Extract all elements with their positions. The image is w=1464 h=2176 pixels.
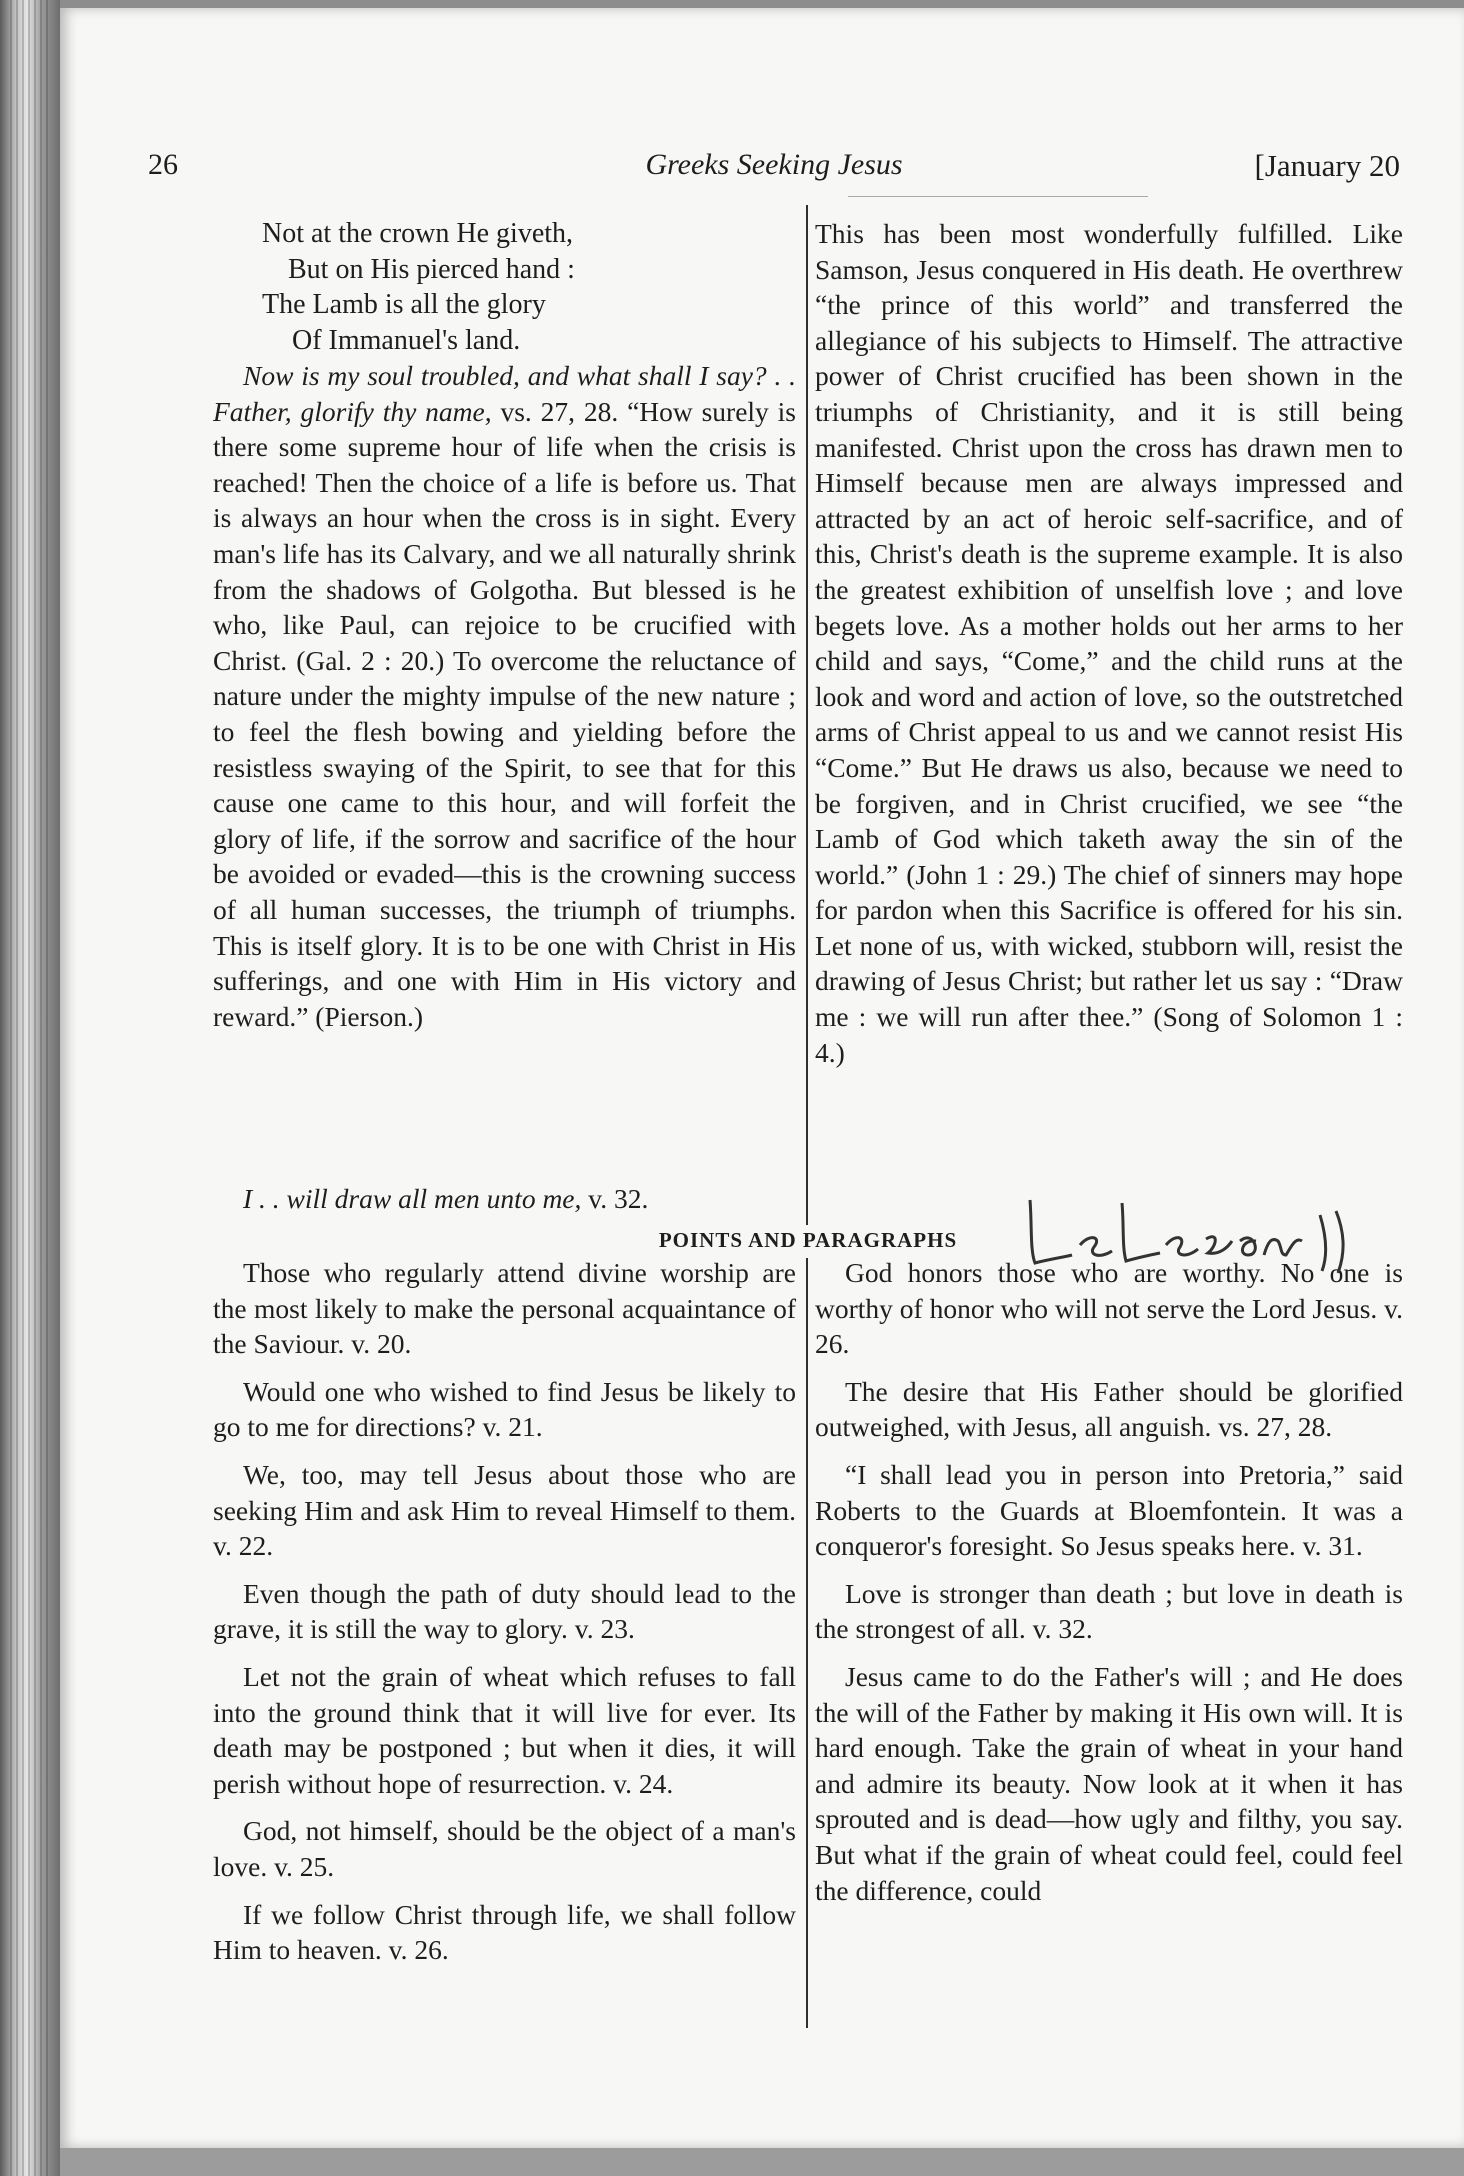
poem-line: The Lamb is all the glory [262,289,546,320]
running-title: Greeks Seeking Jesus [645,148,903,181]
page-edges [10,0,50,2176]
point-paragraph: If we follow Christ through life, we shall follow Him to heaven. v. 26. [213,1898,796,1966]
points-right-column [815,1255,1403,1920]
verse-quote: Now is my soul troubled, and what shall I say? . . Father, glorify thy name, [213,360,796,427]
point-paragraph: Those who regularly attend divine worship are the most likely to make the personal acquaintance of the Saviour. v. 20. [213,1257,796,1360]
poem-line: Of Immanuel's land. [292,324,521,356]
paragraph-body: vs. 27, 28. “How surely is there some supreme hour of life when the crisis is reached! Then the choice of a life is before us. That is always an hour when the cross is in sight. Every man's life has its Calvary, and we all naturally shrink from the shadows of Golgotha. But blessed is he who, like Paul, can rejoice to be crucified with Christ. (Gal. 2 : 20.) To overcome the reluctance of nature under the mighty impulse of the new nature ; to feel the flesh bowing and yielding before the resistless swaying of the Spirit, to see that for this cause one came to this hour, and will forfeit the glory of life, if the sorrow and sacrifice of the hour be avoided or evaded—this is the crowning success of all human successes, the triumph of triumphs. This is itself glory. It is to be one with Christ in His sufferings, and one with Him in His victory and reward.” (Pierson.) [213,395,796,1032]
signature-drawing [1010,1185,1390,1275]
verse-quote: I . . will draw all men unto me, [243,1183,582,1214]
poem-line: Not at the crown He giveth, [262,218,574,249]
handwritten-signature [1010,1185,1390,1275]
column-divider [806,205,808,1225]
commentary-paragraph [213,358,796,1034]
verse-line [243,1183,803,1215]
page-number: 26 [148,148,178,181]
point-paragraph: God honors those who are worthy. No one is worthy of honor who will not serve the Lord Jesus. v. 26. [815,1257,1403,1360]
issue-date: [January 20 [1254,148,1400,183]
right-column-text [815,216,1403,1070]
points-left-column [213,1255,796,1980]
column-divider [806,1258,808,2028]
poem [262,216,575,358]
book-spine [0,0,60,2176]
point-paragraph: We, too, may tell Jesus about those who are seeking Him and ask Him to reveal Himself to them. v. 22. [213,1458,796,1562]
point-paragraph: The desire that His Father should be glorified outweighed, with Jesus, all anguish. vs. 27, 28. [815,1375,1403,1443]
scan-border [60,2148,1464,2176]
poem-line: But on His pierced hand : [288,253,575,285]
section-heading: POINTS AND PARAGRAPHS [658,1228,958,1252]
point-paragraph: “I shall lead you in person into Pretoria,” said Roberts to the Guards at Bloemfontein. It was a conqueror's foresight. So Jesus speaks here. v. 31. [815,1458,1403,1562]
point-paragraph: God, not himself, should be the object of a man's love. v. 25. [213,1815,796,1882]
point-paragraph: Let not the grain of wheat which refuses to fall into the ground think that it will live for ever. Its death may be postponed ; but when it dies, it will perish without hope of resurrection. v. 24. [213,1660,796,1799]
header-rule [848,196,1148,197]
paragraph-body: This has been most wonderfully fulfilled. Like Samson, Jesus conquered in His death. He overthrew “the prince of this world” and transferred the allegiance of his subjects to Himself. The attractive power of Christ crucified has been shown in the triumphs of Christianity, and it is still being manifested. Christ upon the cross has drawn men to Himself because men are always impressed and attracted by an act of heroic self-sacrifice, and of this, Christ's death is the supreme example. It is also the greatest exhibition of unselfish love ; and love begets love. As a mother holds out her arms to her child and says, “Come,” and the child runs at the look and word and action of love, so the outstretched arms of Christ appeal to us and we cannot resist His “Come.” But He draws us also, because we need to be forgiven, and in Christ crucified, we see “the Lamb of God which taketh away the sin of the world.” (John 1 : 29.) The chief of sinners may hope for pardon when this Sacrifice is offered for his sin. Let none of us, with wicked, stubborn will, resist the drawing of Jesus Christ; but rather let us say : “Draw me : we will run after thee.” (Song of Solomon 1 : 4.) [815,218,1403,1068]
page-header [148,148,1400,198]
point-paragraph: Would one who wished to find Jesus be likely to go to me for directions? v. 21. [213,1375,796,1443]
point-paragraph: Even though the path of duty should lead to the grave, it is still the way to glory. v. 23. [213,1577,796,1645]
point-paragraph: Love is stronger than death ; but love in death is the strongest of all. v. 32. [815,1577,1403,1645]
verse-ref: v. 32. [581,1183,649,1214]
point-paragraph: Jesus came to do the Father's will ; and He does the will of the Father by making it His own will. It is hard enough. Take the grain of wheat in your hand and admire its beauty. Now look at it when it has sprouted and is dead—how ugly and filthy, you say. But what if the grain of wheat could feel, could feel the difference, could [815,1660,1403,1906]
